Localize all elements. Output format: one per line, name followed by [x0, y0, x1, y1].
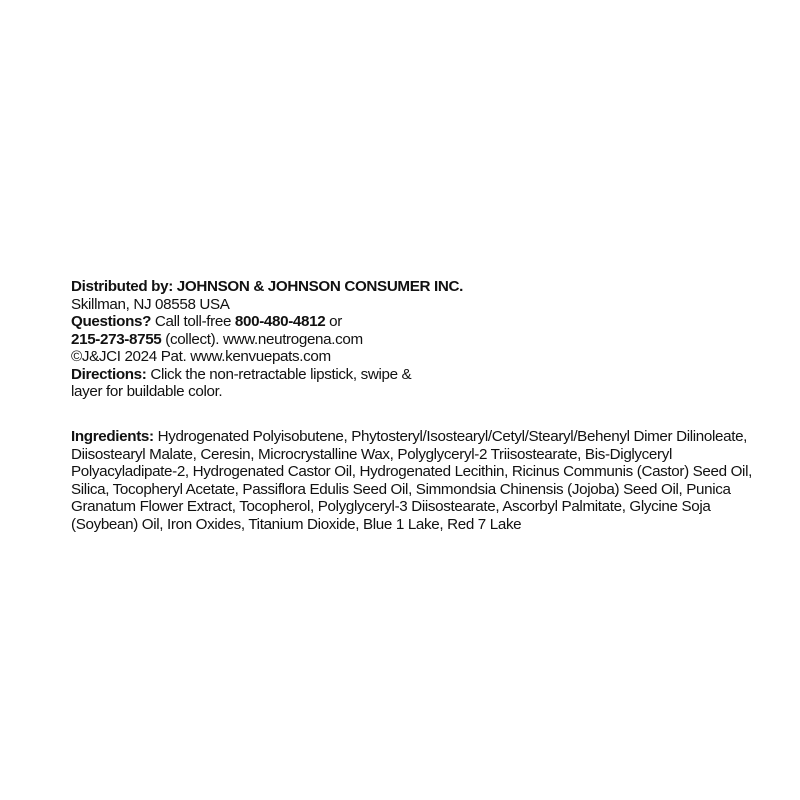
distributed-by-label: Distributed by:: [71, 278, 173, 295]
ingredients-line-3: Polyacyladipate-2, Hydrogenated Castor Oil, Hydrogenated Lecithin, Ricinus Communis (Castor) Seed Oil,: [71, 463, 752, 480]
copyright-line: ©J&JCI 2024 Pat. www.kenvuepats.com: [71, 348, 331, 365]
ingredients-line-2: Diisostearyl Malate, Ceresin, Microcrystalline Wax, Polyglyceryl-2 Triisostearate, Bis-Diglyceryl: [71, 445, 672, 463]
directions-line-1: [71, 366, 431, 384]
toll-free-phone: 800-480-4812: [234, 313, 326, 330]
directions-label: Directions:: [71, 365, 147, 383]
questions-line: [71, 313, 431, 331]
collect-text: (collect). www.neutrogena.com: [161, 330, 363, 348]
ingredients-text-1: Hydrogenated Polyisobutene, Phytosteryl/Isostearyl/Cetyl/Stearyl/Behenyl Dimer Dilinoleate,: [153, 428, 748, 445]
distributed-by-line: [71, 278, 463, 296]
ingredients-label: Ingredients:: [71, 428, 154, 445]
collect-phone: 215-273-8755: [71, 330, 162, 348]
distributor-info-block: [71, 278, 463, 401]
questions-label: Questions?: [71, 313, 152, 330]
directions-line-2: layer for buildable color.: [71, 383, 223, 400]
directions-text-1: Click the non-retractable lipstick, swipe &: [146, 365, 412, 383]
questions-text: Call toll-free: [151, 313, 235, 330]
ingredients-line-5: Granatum Flower Extract, Tocopherol, Polyglyceryl-3 Diisostearate, Ascorbyl Palmitate, Glycine Soja: [71, 498, 711, 515]
collect-phone-line: [71, 331, 431, 349]
ingredients-line-6: (Soybean) Oil, Iron Oxides, Titanium Dioxide, Blue 1 Lake, Red 7 Lake: [71, 515, 522, 533]
ingredients-line-1: [71, 428, 771, 446]
company-name: JOHNSON & JOHNSON CONSUMER INC.: [176, 278, 463, 295]
ingredients-block: [71, 428, 771, 533]
ingredients-line-4: Silica, Tocopheryl Acetate, Passiflora Edulis Seed Oil, Simmondsia Chinensis (Jojoba) Seed Oil, Punica: [71, 480, 731, 498]
company-address: Skillman, NJ 08558 USA: [71, 295, 230, 313]
questions-or-text: or: [325, 313, 342, 330]
